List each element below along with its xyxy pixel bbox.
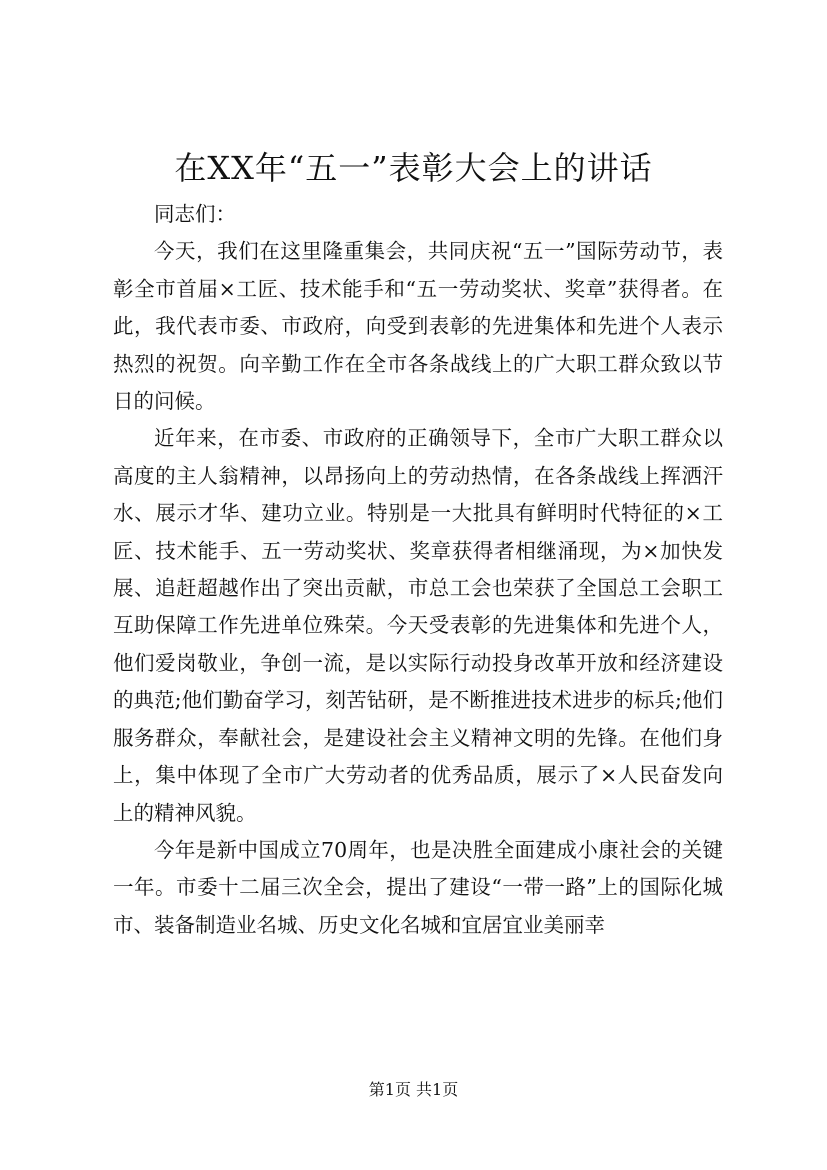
document-title: 在XX年“五一”表彰大会上的讲话 — [174, 149, 653, 187]
document-body — [113, 196, 723, 944]
salutation: 同志们： — [154, 202, 236, 226]
paragraph-3: 今年是新中国成立70周年，也是决胜全面建成小康社会的关键一年。市委十二届三次全会，提出了建设“一带一路”上的国际化城市、装备制造业名城、历史文化名城和宜居宜业美丽幸 — [113, 837, 723, 937]
paragraph-2: 近年来，在市委、市政府的正确领导下，全市广大职工群众以高度的主人翁精神，以昂扬向上的劳动热情，在各条战线上挥洒汗水、展示才华、建功立业。特别是一大批具有鲜明时代特征的×工匠、技术能手、五一劳动奖状、奖章获得者相继涌现，为×加快发展、追赶超越作出了突出贡献，市总工会也荣获了全国总工会职工互助保障工作先进单位殊荣。今天受表彰的先进集体和先进个人，他们爱岗敬业，争创一流，是以实际行动投身改革开放和经济建设的典范;他们勤奋学习，刻苦钻研，是不断推进技术进步的标兵;他们服务群众，奉献社会，是建设社会主义精神文明的先锋。在他们身上，集中体现了全市广大劳动者的优秀品质，展示了×人民奋发向上的精神风貌。 — [113, 426, 723, 825]
page-footer: 第1页 共1页 — [368, 1080, 459, 1099]
paragraph-1: 今天，我们在这里隆重集会，共同庆祝“五一”国际劳动节，表彰全市首届×工匠、技术能手和“五一劳动奖状、奖章”获得者。在此，我代表市委、市政府，向受到表彰的先进集体和先进个人表示热烈的祝贺。向辛勤工作在全市各条战线上的广大职工群众致以节日的问候。 — [113, 239, 723, 414]
